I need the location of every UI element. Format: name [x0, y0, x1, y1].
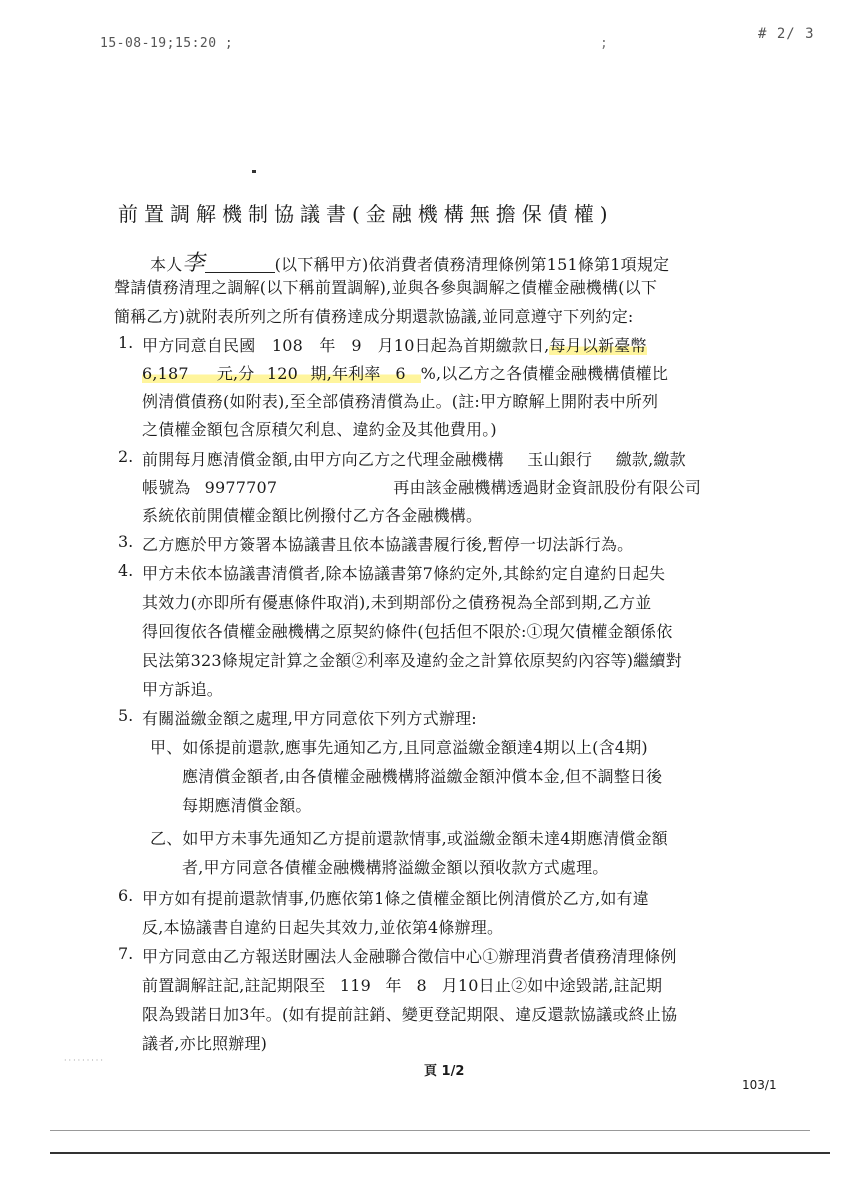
page-number: 頁 1/2 [424, 1064, 465, 1079]
item4-line-3: 得回復依各債權金融機構之原契約條件(包括但不限於:①現欠債權金額係依 [142, 622, 673, 641]
intro-line-3: 簡稱乙方)就附表所列之所有債務達成分期還款協議,並同意遵守下列約定: [114, 307, 634, 326]
item4-line-1: 甲方未依本協議書清償者,除本協議書第7條約定外,其餘約定自違約日起失 [142, 564, 666, 583]
fax-header-page: # 2/ 3 [758, 26, 815, 42]
account-number: 9977707 [204, 478, 278, 497]
fax-header-separator: ; [600, 36, 608, 51]
agent-bank: 玉山銀行 [527, 450, 593, 469]
signature-handwritten: 李 [182, 251, 205, 276]
item7-text: 年 [385, 976, 402, 995]
item2-line-3: 系統依前開債權金額比例撥付乙方各金融機構。 [142, 506, 483, 525]
intro-line-1 [150, 246, 669, 277]
item7-text: 月10日止②如中途毀諾,註記期 [441, 976, 663, 995]
item1-text: 甲方同意自民國 [142, 336, 256, 355]
item-number: 5. [118, 706, 134, 725]
item5-sub-a-line-2: 應清償金額者,由各債權金融機構將溢繳金額沖償本金,但不調整日後 [182, 767, 663, 786]
item-number: 7. [118, 944, 134, 963]
item5-sub-a-line-3: 每期應清償金額。 [182, 796, 312, 815]
name-blank [205, 258, 275, 273]
form-code: 103/1 [742, 1078, 777, 1092]
document-title: 前置調解機制協議書(金融機構無擔保債權) [118, 202, 614, 226]
item-number: 3. [118, 532, 134, 551]
item4-line-5: 甲方訴追。 [142, 680, 224, 699]
item5-sub-b-line-1 [150, 826, 668, 849]
item2-text: 繳款,繳款 [615, 450, 686, 469]
item2-line-2 [142, 475, 701, 498]
item1-line-1 [142, 333, 647, 356]
item5-sub-b-line-2: 者,甲方同意各債權金融機構將溢繳金額以預收款方式處理。 [182, 858, 609, 877]
item1-line-2 [142, 361, 668, 384]
installment-amount: 6,187 [142, 364, 189, 383]
scan-speck [252, 170, 256, 173]
intro-rest: (以下稱甲方)依消費者債務清理條例第151條第1項規定 [274, 255, 670, 274]
start-month: 9 [351, 336, 362, 355]
interest-rate: 6 [381, 364, 421, 383]
item1-line-3: 例清償債務(如附表),至全部債務清償為止。(註:甲方瞭解上開附表中所列 [142, 392, 659, 411]
scan-border-line [50, 1130, 810, 1131]
item5-sub-a-line-1 [150, 735, 648, 758]
fax-header-timestamp: 15-08-19;15:20 ; [100, 36, 234, 51]
item-number: 6. [118, 886, 134, 905]
item-number: 4. [118, 561, 134, 580]
item7-line-4: 議者,亦比照辦理) [142, 1034, 268, 1053]
sub-a-label: 甲、 [150, 738, 183, 757]
installment-periods: 120 [255, 364, 311, 383]
item1-text: 元,分 [216, 364, 255, 383]
item1-text: %,以乙方之各債權金融機構債權比 [420, 364, 669, 383]
scan-speck: ········· [64, 1056, 105, 1065]
item4-line-4: 民法第323條規定計算之金額②利率及違約金之計算依原契約內容等)繼續對 [142, 651, 682, 670]
item4-line-2: 其效力(亦即所有優惠條件取消),未到期部份之債務視為全部到期,乙方並 [142, 593, 652, 612]
item7-line-2 [142, 973, 662, 996]
item2-text: 再由該金融機構透過財金資訊股份有限公司 [393, 478, 702, 497]
scan-border-line [50, 1152, 830, 1154]
item7-line-1: 甲方同意由乙方報送財團法人金融聯合徵信中心①辦理消費者債務清理條例 [142, 947, 677, 966]
item-number: 2. [118, 447, 134, 466]
item2-text: 帳號為 [142, 478, 191, 497]
item2-text: 前開每月應清償金額,由甲方向乙方之代理金融機構 [142, 450, 504, 469]
item1-text: 月10日起為首期繳款日, [377, 336, 550, 355]
item1-highlight-text: 每月以新臺幣 [549, 336, 647, 355]
register-month: 8 [416, 976, 427, 995]
item1-text: 年 [319, 336, 336, 355]
intro-prefix: 本人 [150, 255, 183, 274]
sub-b-text: 如甲方未事先通知乙方提前還款情事,或溢繳金額未達4期應清償金額 [182, 829, 668, 848]
intro-line-2: 聲請債務清理之調解(以下稱前置調解),並與各參與調解之債權金融機構(以下 [114, 278, 658, 297]
item5-line-1: 有關溢繳金額之處理,甲方同意依下列方式辦理: [142, 709, 477, 728]
item7-text: 前置調解註記,註記期限至 [142, 976, 326, 995]
item6-line-1: 甲方如有提前還款情事,仍應依第1條之債權金額比例清償於乙方,如有違 [142, 889, 649, 908]
item1-line-4: 之債權金額包含原積欠利息、違約金及其他費用。) [142, 420, 497, 439]
start-year: 108 [271, 336, 303, 355]
sub-a-text: 如係提前還款,應事先通知乙方,且同意溢繳金額達4期以上(含4期) [182, 738, 648, 757]
item3-line-1: 乙方應於甲方簽署本協議書且依本協議書履行後,暫停一切法訴行為。 [142, 535, 634, 554]
sub-b-label: 乙、 [150, 829, 183, 848]
item7-line-3: 限為毀諾日加3年。(如有提前註銷、變更登記期限、違反還款協議或終止協 [142, 1005, 678, 1024]
item-number: 1. [118, 333, 134, 352]
register-year: 119 [339, 976, 372, 995]
item1-text: 期,年利率 [310, 364, 381, 383]
item6-line-2: 反,本協議書自違約日起失其效力,並依第4條辦理。 [142, 918, 504, 937]
item2-line-1 [142, 447, 686, 470]
